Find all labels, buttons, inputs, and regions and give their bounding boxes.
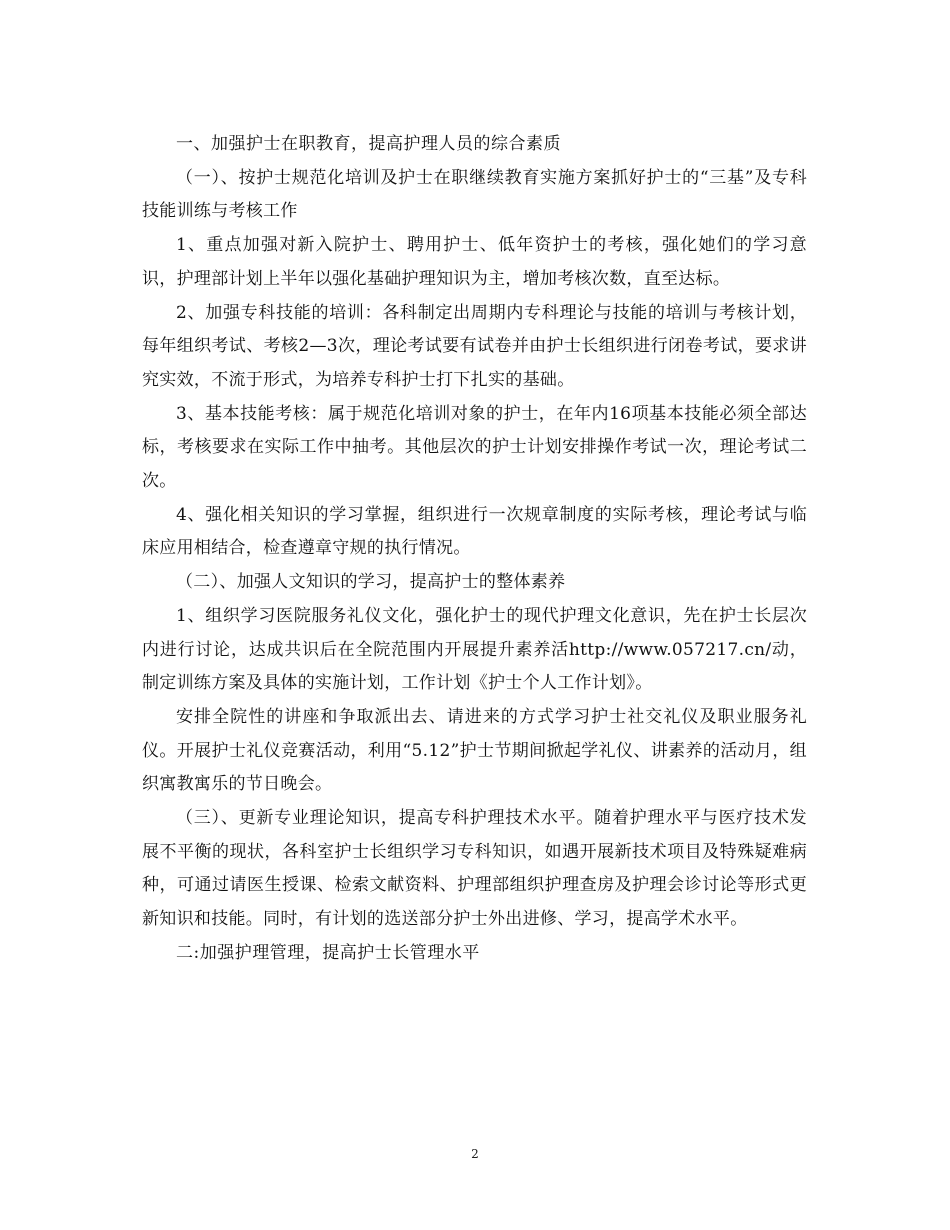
paragraph-item-4: 4、强化相关知识的学习掌握，组织进行一次规章制度的实际考核，理论考试与临床应用相结合，检查遵章守规的执行情况。 bbox=[142, 504, 807, 559]
paragraph-item-1: 1、重点加强对新入院护士、聘用护士、低年资护士的考核，强化她们的学习意识，护理部计划上半年以强化基础护理知识为主，增加考核次数，直至达标。 bbox=[142, 235, 807, 289]
paragraph-item-3: 3、基本技能考核：属于规范化培训对象的护士，在年内16项基本技能必须全部达标，考核要求在实际工作中抽考。其他层次的护士计划安排操作考试一次，理论考试二次。 bbox=[142, 403, 807, 492]
subsection-heading-3: （三）、更新专业理论知识，提高专科护理技术水平。随着护理水平与医疗技术发展不平衡的现状，各科室护士长组织学习专科知识，如遇开展新技术项目及特殊疑难病种，可通过请医生授课、检索文献资料、护理部组织护理查房及护理会诊讨论等形式更新知识和技能。同时，有计划的选送部分护士外出进修、学习，提高学术水平。 bbox=[142, 808, 807, 930]
section-heading-2: 二:加强护理管理，提高护士长管理水平 bbox=[176, 942, 480, 963]
document-body bbox=[142, 128, 807, 971]
paragraph-etiquette-1: 1、组织学习医院服务礼仪文化，强化护士的现代护理文化意识，先在护士长层次内进行讨论，达成共识后在全院范围内开展提升素养活http://www.057217.cn/动，制定训练方案及具体的实施计划，工作计划《护士个人工作计划》。 bbox=[142, 605, 807, 694]
subsection-heading-2: （二）、加强人文知识的学习，提高护士的整体素养 bbox=[176, 572, 566, 593]
section-heading-1: 一、加强护士在职教育，提高护理人员的综合素质 bbox=[176, 134, 561, 154]
subsection-heading-1: （一）、按护士规范化培训及护士在职继续教育实施方案抓好护士的“三基”及专科技能训练与考核工作 bbox=[142, 167, 807, 222]
paragraph-item-2: 2、加强专科技能的培训：各科制定出周期内专科理论与技能的培训与考核计划，每年组织考试、考核2—3次，理论考试要有试卷并由护士长组织进行闭卷考试，要求讲究实效，不流于形式，为培养专科护士打下扎实的基础。 bbox=[142, 302, 807, 390]
page-number: 2 bbox=[471, 1147, 479, 1161]
paragraph-etiquette-2: 安排全院性的讲座和争取派出去、请进来的方式学习护士社交礼仪及职业服务礼仪。开展护士礼仪竞赛活动，利用“5.12”护士节期间掀起学礼仪、讲素养的活动月，组织寓教寓乐的节日晚会。 bbox=[142, 706, 807, 795]
